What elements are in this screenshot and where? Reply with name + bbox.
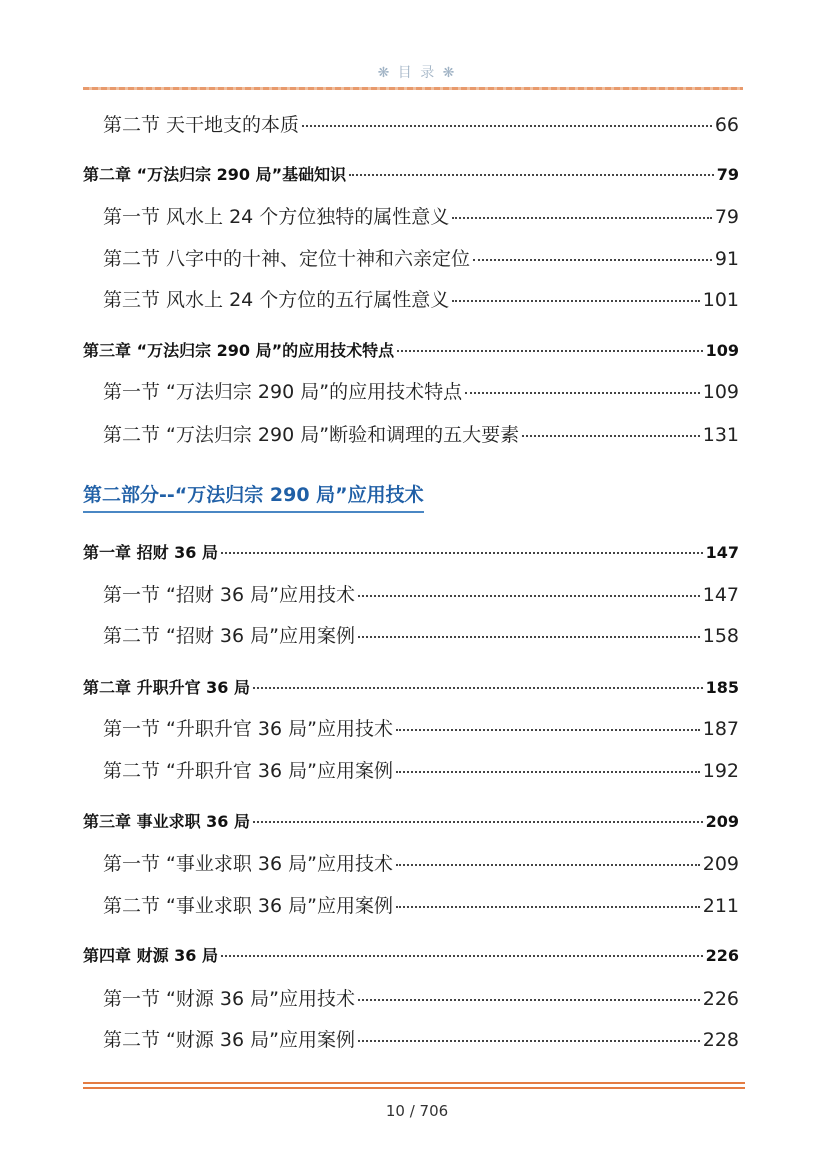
dot-leader xyxy=(358,636,700,638)
toc-entry-title: 第一节 “升职升官 36 局”应用技术 xyxy=(103,718,393,740)
dot-leader xyxy=(253,687,703,689)
dot-leader xyxy=(358,595,700,597)
toc-entry-title: 第二节 “事业求职 36 局”应用案例 xyxy=(103,895,393,917)
toc-entry-title: 第二章 升职升官 36 局 xyxy=(83,678,250,697)
toc-entry[interactable] xyxy=(103,756,739,783)
toc-chapter[interactable] xyxy=(83,809,739,832)
dot-leader xyxy=(452,217,712,219)
dot-leader xyxy=(522,435,700,437)
toc-entry-page: 192 xyxy=(702,760,739,782)
toc-entry[interactable] xyxy=(103,202,739,229)
toc-entry-title: 第二节 “财源 36 局”应用案例 xyxy=(103,1029,355,1051)
page-header: ❋ 目 录 ❋ xyxy=(377,65,457,81)
dot-leader xyxy=(221,955,703,957)
toc-entry-page: 109 xyxy=(702,381,739,403)
toc-entry[interactable] xyxy=(103,244,739,271)
toc-entry-title: 第一节 “财源 36 局”应用技术 xyxy=(103,988,355,1010)
page-counter: 10 / 706 xyxy=(385,1102,449,1120)
toc-entry-page: 66 xyxy=(714,114,739,136)
toc-entry-page: 158 xyxy=(702,625,739,647)
toc-entry-title: 第一节 风水上 24 个方位独特的属性意义 xyxy=(103,206,450,228)
dot-leader xyxy=(302,125,712,127)
toc-entry-page: 209 xyxy=(702,853,739,875)
toc-entry-page: 109 xyxy=(705,341,739,360)
toc-entry-title: 第二节 天干地支的本质 xyxy=(103,114,300,136)
toc-entry-page: 101 xyxy=(702,289,739,311)
toc-entry-page: 187 xyxy=(702,718,739,740)
toc-entry[interactable] xyxy=(103,714,739,741)
toc-chapter[interactable] xyxy=(83,943,739,966)
toc-entry[interactable] xyxy=(103,621,739,648)
toc-entry[interactable] xyxy=(103,110,739,137)
toc-entry-title: 第四章 财源 36 局 xyxy=(83,946,218,965)
dot-leader xyxy=(396,771,700,773)
dot-leader xyxy=(396,729,700,731)
toc-entry-title: 第三章 “万法归宗 290 局”的应用技术特点 xyxy=(83,341,395,360)
toc-entry-title: 第二节 “招财 36 局”应用案例 xyxy=(103,625,355,647)
dot-leader xyxy=(253,821,703,823)
toc-entry[interactable] xyxy=(103,377,739,404)
toc-entry[interactable] xyxy=(103,891,739,918)
header-divider xyxy=(83,87,743,90)
toc-entry-title: 第一节 “万法归宗 290 局”的应用技术特点 xyxy=(103,381,463,403)
dot-leader xyxy=(465,392,700,394)
toc-chapter[interactable] xyxy=(83,675,739,698)
dot-leader xyxy=(221,552,703,554)
toc-entry-page: 79 xyxy=(714,206,739,228)
dot-leader xyxy=(349,174,714,176)
toc-entry-title: 第一节 “招财 36 局”应用技术 xyxy=(103,584,355,606)
toc-entry-page: 147 xyxy=(702,584,739,606)
dot-leader xyxy=(452,300,699,302)
dot-leader xyxy=(396,864,700,866)
toc-entry-title: 第一节 “事业求职 36 局”应用技术 xyxy=(103,853,393,875)
toc-entry-page: 131 xyxy=(702,424,739,446)
toc-entry[interactable] xyxy=(103,580,739,607)
toc-entry-page: 91 xyxy=(714,248,739,270)
toc-entry-page: 226 xyxy=(702,988,739,1010)
toc-entry[interactable] xyxy=(103,420,739,447)
toc-entry-page: 209 xyxy=(705,812,739,831)
toc-entry-title: 第二节 “万法归宗 290 局”断验和调理的五大要素 xyxy=(103,424,520,446)
dot-leader xyxy=(358,1040,700,1042)
toc-entry-page: 147 xyxy=(705,543,739,562)
toc-entry-title: 第二章 “万法归宗 290 局”基础知识 xyxy=(83,165,347,184)
toc-entry[interactable] xyxy=(103,984,739,1011)
dot-leader xyxy=(397,350,702,352)
toc-entry[interactable] xyxy=(103,1025,739,1052)
toc-entry-page: 79 xyxy=(716,165,739,184)
dot-leader xyxy=(396,906,700,908)
dot-leader xyxy=(358,999,700,1001)
footer-divider xyxy=(83,1082,745,1089)
toc-entry[interactable] xyxy=(103,285,739,312)
toc-entry-page: 228 xyxy=(702,1029,739,1051)
toc-entry[interactable] xyxy=(103,849,739,876)
part-heading[interactable]: 第二部分--“万法归宗 290 局”应用技术 xyxy=(83,480,424,513)
toc-entry-title: 第三章 事业求职 36 局 xyxy=(83,812,250,831)
toc-entry-page: 211 xyxy=(702,895,739,917)
toc-chapter[interactable] xyxy=(83,540,739,563)
toc-entry-page: 226 xyxy=(705,946,739,965)
toc-chapter[interactable] xyxy=(83,162,739,185)
toc-entry-title: 第二节 “升职升官 36 局”应用案例 xyxy=(103,760,393,782)
toc-entry-title: 第三节 风水上 24 个方位的五行属性意义 xyxy=(103,289,450,311)
toc-chapter[interactable] xyxy=(83,338,739,361)
dot-leader xyxy=(473,259,712,261)
toc-entry-title: 第二节 八字中的十神、定位十神和六亲定位 xyxy=(103,248,471,270)
toc-entry-title: 第一章 招财 36 局 xyxy=(83,543,218,562)
toc-entry-page: 185 xyxy=(705,678,739,697)
